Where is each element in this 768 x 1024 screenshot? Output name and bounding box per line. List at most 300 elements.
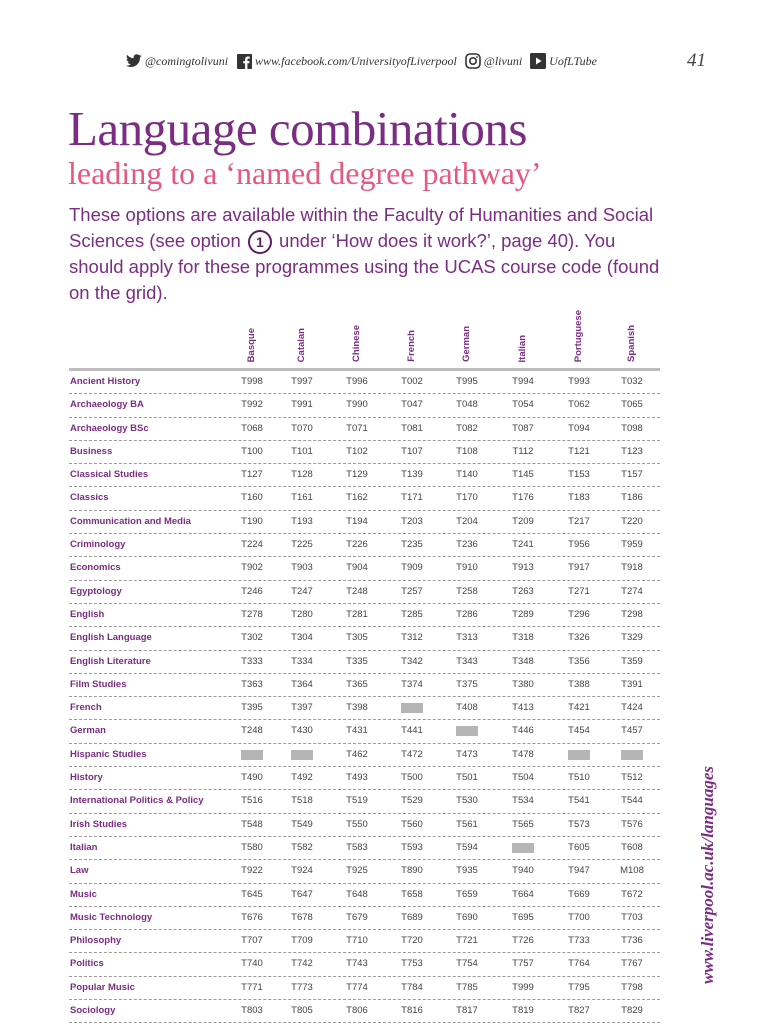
- course-code-cell: T186: [621, 492, 643, 504]
- course-code-cell: T356: [568, 655, 590, 667]
- course-code-cell: T395: [241, 702, 263, 714]
- subject-label: History: [70, 772, 103, 784]
- youtube-link[interactable]: [530, 53, 597, 69]
- course-code-cell: T997: [291, 376, 313, 387]
- course-code-cell: T913: [512, 562, 534, 574]
- subject-label: Hispanic Studies: [70, 748, 147, 760]
- course-code-cell: T112: [512, 445, 534, 457]
- subject-label: Classical Studies: [70, 469, 149, 481]
- course-code-cell: T335: [346, 655, 368, 667]
- course-code-cell: T947: [568, 865, 590, 877]
- subject-label: International Politics & Policy: [70, 795, 204, 807]
- course-code-cell: T806: [346, 1005, 368, 1017]
- table-row: [69, 511, 660, 534]
- course-code-cell: T107: [401, 445, 423, 457]
- course-code-cell: T678: [291, 911, 313, 923]
- course-code-cell: T032: [621, 376, 643, 387]
- course-code-cell: T121: [568, 445, 590, 457]
- unavailable-cell: [512, 843, 534, 853]
- course-code-cell: T364: [291, 678, 313, 690]
- course-code-cell: T707: [241, 935, 263, 947]
- table-row: [69, 581, 660, 604]
- course-code-cell: T720: [401, 935, 423, 947]
- course-code-cell: T658: [401, 888, 423, 900]
- course-code-cell: T305: [346, 632, 368, 644]
- course-code-cell: T329: [621, 632, 643, 644]
- course-code-cell: T709: [291, 935, 313, 947]
- course-code-cell: T421: [568, 702, 590, 714]
- course-code-cell: T190: [241, 515, 263, 527]
- course-code-cell: T819: [512, 1005, 534, 1017]
- course-code-cell: T431: [346, 725, 368, 737]
- course-code-cell: T374: [401, 678, 423, 690]
- course-code-cell: T047: [401, 399, 423, 411]
- course-code-cell: T224: [241, 539, 263, 551]
- course-code-cell: T342: [401, 655, 423, 667]
- subject-label: Business: [70, 445, 113, 457]
- page-title: Language combinations: [68, 101, 527, 156]
- course-code-cell: T721: [456, 935, 478, 947]
- course-code-cell: T594: [456, 841, 478, 853]
- subject-label: Irish Studies: [70, 818, 128, 830]
- column-header-basque: Basque: [246, 327, 257, 362]
- unavailable-cell: [456, 726, 478, 736]
- facebook-url: www.facebook.com/UniversityofLiverpool: [255, 53, 457, 68]
- option-number-badge: 1: [248, 230, 272, 254]
- course-code-cell: T996: [346, 376, 368, 387]
- twitter-icon: [126, 53, 142, 69]
- course-code-cell: T298: [621, 608, 643, 620]
- course-code-cell: T241: [512, 539, 534, 551]
- course-code-cell: T375: [456, 678, 478, 690]
- course-code-cell: T803: [241, 1005, 263, 1017]
- course-code-cell: T457: [621, 725, 643, 737]
- course-code-cell: T679: [346, 911, 368, 923]
- course-code-cell: T529: [401, 795, 423, 807]
- course-code-cell: T247: [291, 585, 313, 597]
- table-row: [69, 371, 660, 394]
- column-header-italian: Italian: [517, 334, 528, 362]
- course-code-cell: T925: [346, 865, 368, 877]
- course-code-cell: T082: [456, 422, 478, 434]
- course-code-cell: T203: [401, 515, 423, 527]
- course-code-cell: T171: [401, 492, 423, 504]
- course-code-cell: T817: [456, 1005, 478, 1017]
- course-code-cell: T101: [291, 445, 313, 457]
- course-code-cell: T726: [512, 935, 534, 947]
- course-code-cell: T274: [621, 585, 643, 597]
- course-code-cell: T280: [291, 608, 313, 620]
- course-code-cell: T002: [401, 376, 423, 387]
- table-row: [69, 767, 660, 790]
- intro-text-part2: under ‘How does it work?’, page 40). You should apply for these programmes using the UCAS course code (found on the grid).: [69, 230, 660, 304]
- course-code-cell: T176: [512, 492, 534, 504]
- course-code-cell: T940: [512, 865, 534, 877]
- course-code-cell: T902: [241, 562, 263, 574]
- course-code-cell: T816: [401, 1005, 423, 1017]
- course-code-cell: T226: [346, 539, 368, 551]
- subject-label: German: [70, 725, 106, 737]
- course-code-cell: T492: [291, 772, 313, 784]
- instagram-handle: @livuni: [483, 53, 523, 68]
- column-header-portuguese: Portuguese: [573, 309, 584, 362]
- table-row: [69, 418, 660, 441]
- course-code-cell: T363: [241, 678, 263, 690]
- table-row: [69, 441, 660, 464]
- course-code-cell: T140: [456, 469, 478, 481]
- course-code-cell: T757: [512, 958, 534, 970]
- course-code-cell: T904: [346, 562, 368, 574]
- course-code-cell: T764: [568, 958, 590, 970]
- course-code-cell: T994: [512, 376, 534, 387]
- course-code-cell: T995: [456, 376, 478, 387]
- twitter-link[interactable]: [126, 53, 228, 69]
- course-code-cell: T258: [456, 585, 478, 597]
- table-row: [69, 651, 660, 674]
- course-code-cell: T512: [621, 772, 643, 784]
- subject-label: English: [70, 608, 105, 620]
- course-code-cell: T582: [291, 841, 313, 853]
- course-code-cell: T550: [346, 818, 368, 830]
- table-row: [69, 697, 660, 720]
- unavailable-cell: [568, 750, 590, 760]
- course-code-cell: T359: [621, 655, 643, 667]
- course-code-cell: T909: [401, 562, 423, 574]
- course-code-cell: T605: [568, 841, 590, 853]
- course-code-cell: T100: [241, 445, 263, 457]
- course-code-cell: T183: [568, 492, 590, 504]
- course-code-cell: T123: [621, 445, 643, 457]
- course-code-cell: T754: [456, 958, 478, 970]
- unavailable-cell: [291, 750, 313, 760]
- course-code-cell: T544: [621, 795, 643, 807]
- course-code-cell: T473: [456, 748, 478, 760]
- course-code-cell: T710: [346, 935, 368, 947]
- course-code-cell: T246: [241, 585, 263, 597]
- course-code-cell: T065: [621, 399, 643, 411]
- course-code-cell: T648: [346, 888, 368, 900]
- course-code-cell: T561: [456, 818, 478, 830]
- table-row: [69, 744, 660, 767]
- course-code-cell: T784: [401, 981, 423, 993]
- course-code-cell: T608: [621, 841, 643, 853]
- course-code-cell: T248: [241, 725, 263, 737]
- course-code-cell: T289: [512, 608, 534, 620]
- course-code-cell: T910: [456, 562, 478, 574]
- course-code-cell: T462: [346, 748, 368, 760]
- youtube-icon: [530, 53, 546, 69]
- subject-label: Archaeology BSc: [70, 422, 149, 434]
- course-code-cell: T669: [568, 888, 590, 900]
- table-row: [69, 487, 660, 510]
- course-code-cell: T664: [512, 888, 534, 900]
- table-row: [69, 860, 660, 883]
- table-row: [69, 837, 660, 860]
- course-code-cell: T365: [346, 678, 368, 690]
- side-url-text: www.liverpool.ac.uk/languages: [698, 766, 717, 985]
- subject-label: Music Technology: [70, 911, 153, 923]
- course-code-cell: T922: [241, 865, 263, 877]
- course-code-cell: T672: [621, 888, 643, 900]
- subject-label: Film Studies: [70, 678, 127, 690]
- table-row: [69, 930, 660, 953]
- course-code-cell: T742: [291, 958, 313, 970]
- course-code-cell: T827: [568, 1005, 590, 1017]
- course-code-cell: T348: [512, 655, 534, 667]
- unavailable-cell: [401, 703, 423, 713]
- course-code-cell: T070: [291, 422, 313, 434]
- course-code-cell: T534: [512, 795, 534, 807]
- course-code-cell: T263: [512, 585, 534, 597]
- course-code-cell: T204: [456, 515, 478, 527]
- page-number: 41: [687, 50, 706, 71]
- course-code-cell: T127: [241, 469, 263, 481]
- course-code-cell: T580: [241, 841, 263, 853]
- course-code-cell: T062: [568, 399, 590, 411]
- course-code-cell: T703: [621, 911, 643, 923]
- course-code-cell: T516: [241, 795, 263, 807]
- course-code-cell: T286: [456, 608, 478, 620]
- table-row: [69, 674, 660, 697]
- course-code-cell: T326: [568, 632, 590, 644]
- table-row: [69, 394, 660, 417]
- course-code-cell: T380: [512, 678, 534, 690]
- course-code-cell: T071: [346, 422, 368, 434]
- course-code-cell: T990: [346, 399, 368, 411]
- course-code-cell: T128: [291, 469, 313, 481]
- course-code-cell: T334: [291, 655, 313, 667]
- course-code-cell: T194: [346, 515, 368, 527]
- course-code-cell: T087: [512, 422, 534, 434]
- course-code-cell: T312: [401, 632, 423, 644]
- course-code-cell: T548: [241, 818, 263, 830]
- unavailable-cell: [241, 750, 263, 760]
- column-header-french: French: [406, 330, 417, 362]
- social-links-bar: [126, 50, 706, 72]
- subject-label: Popular Music: [70, 981, 135, 993]
- course-code-cell: T519: [346, 795, 368, 807]
- course-code-cell: T472: [401, 748, 423, 760]
- course-code-cell: T541: [568, 795, 590, 807]
- course-code-cell: T388: [568, 678, 590, 690]
- course-code-cell: T959: [621, 539, 643, 551]
- course-code-cell: T478: [512, 748, 534, 760]
- table-row: [69, 814, 660, 837]
- course-code-cell: T129: [346, 469, 368, 481]
- course-code-cell: T441: [401, 725, 423, 737]
- course-code-cell: T296: [568, 608, 590, 620]
- course-code-cell: T917: [568, 562, 590, 574]
- table-row: [69, 790, 660, 813]
- course-code-cell: T413: [512, 702, 534, 714]
- course-code-cell: T225: [291, 539, 313, 551]
- course-code-cell: T924: [291, 865, 313, 877]
- course-code-cell: T343: [456, 655, 478, 667]
- course-code-cell: T647: [291, 888, 313, 900]
- subject-label: Communication and Media: [70, 515, 191, 527]
- course-code-cell: T217: [568, 515, 590, 527]
- course-code-cell: T993: [568, 376, 590, 387]
- course-code-grid: [69, 371, 660, 1023]
- course-code-cell: T161: [291, 492, 313, 504]
- course-code-cell: T743: [346, 958, 368, 970]
- course-code-cell: T281: [346, 608, 368, 620]
- course-code-cell: M108: [620, 865, 644, 877]
- course-code-cell: T593: [401, 841, 423, 853]
- instagram-icon: [465, 53, 481, 69]
- subject-label: Archaeology BA: [70, 399, 144, 411]
- course-code-cell: T153: [568, 469, 590, 481]
- course-code-cell: T333: [241, 655, 263, 667]
- course-code-cell: T235: [401, 539, 423, 551]
- course-code-cell: T081: [401, 422, 423, 434]
- course-code-cell: T753: [401, 958, 423, 970]
- course-code-cell: T098: [621, 422, 643, 434]
- course-code-cell: T659: [456, 888, 478, 900]
- course-code-cell: T992: [241, 399, 263, 411]
- course-code-cell: T454: [568, 725, 590, 737]
- facebook-link[interactable]: [236, 53, 457, 69]
- course-code-cell: T391: [621, 678, 643, 690]
- course-code-cell: T785: [456, 981, 478, 993]
- course-code-cell: T518: [291, 795, 313, 807]
- course-code-cell: T956: [568, 539, 590, 551]
- course-code-cell: T501: [456, 772, 478, 784]
- course-code-cell: T676: [241, 911, 263, 923]
- course-code-cell: T397: [291, 702, 313, 714]
- course-code-cell: T690: [456, 911, 478, 923]
- course-code-cell: T565: [512, 818, 534, 830]
- course-code-cell: T645: [241, 888, 263, 900]
- course-code-cell: T549: [291, 818, 313, 830]
- course-code-cell: T094: [568, 422, 590, 434]
- subject-label: Ancient History: [70, 376, 141, 387]
- subject-label: Italian: [70, 841, 98, 853]
- course-code-cell: T313: [456, 632, 478, 644]
- course-code-cell: T998: [241, 376, 263, 387]
- table-row: [69, 464, 660, 487]
- subject-label: French: [70, 702, 102, 714]
- course-code-cell: T446: [512, 725, 534, 737]
- course-code-cell: T510: [568, 772, 590, 784]
- table-row: [69, 953, 660, 976]
- course-code-cell: T999: [512, 981, 534, 993]
- course-code-cell: T767: [621, 958, 643, 970]
- column-header-chinese: Chinese: [351, 325, 362, 362]
- course-code-cell: T500: [401, 772, 423, 784]
- course-code-cell: T504: [512, 772, 534, 784]
- course-code-cell: T408: [456, 702, 478, 714]
- course-code-cell: T048: [456, 399, 478, 411]
- course-code-cell: T493: [346, 772, 368, 784]
- subject-label: Economics: [70, 562, 121, 574]
- course-code-cell: T430: [291, 725, 313, 737]
- course-code-cell: T576: [621, 818, 643, 830]
- course-code-cell: T145: [512, 469, 534, 481]
- course-code-cell: T304: [291, 632, 313, 644]
- subject-label: Law: [70, 865, 89, 877]
- course-code-cell: T162: [346, 492, 368, 504]
- table-row: [69, 907, 660, 930]
- table-row: [69, 720, 660, 743]
- course-code-cell: T248: [346, 585, 368, 597]
- subject-label: Egyptology: [70, 585, 122, 597]
- column-header-spanish: Spanish: [626, 325, 637, 362]
- course-code-cell: T160: [241, 492, 263, 504]
- language-column-headers: [69, 300, 660, 366]
- course-code-cell: T798: [621, 981, 643, 993]
- intro-text-part1: These options are available within the Faculty of Humanities and Social Sciences (see option: [69, 204, 654, 251]
- twitter-handle: @comingtolivuni: [145, 53, 229, 68]
- table-row: [69, 604, 660, 627]
- course-code-cell: T805: [291, 1005, 313, 1017]
- course-code-cell: T573: [568, 818, 590, 830]
- course-code-cell: T903: [291, 562, 313, 574]
- course-code-cell: T583: [346, 841, 368, 853]
- course-code-cell: T257: [401, 585, 423, 597]
- course-code-cell: T170: [456, 492, 478, 504]
- course-code-cell: T689: [401, 911, 423, 923]
- subject-label: Sociology: [70, 1005, 116, 1017]
- course-code-cell: T918: [621, 562, 643, 574]
- course-code-cell: T318: [512, 632, 534, 644]
- subject-label: English Language: [70, 632, 152, 644]
- page-subtitle: leading to a ‘named degree pathway’: [68, 155, 542, 191]
- subject-label: Classics: [70, 492, 109, 504]
- table-row: [69, 557, 660, 580]
- course-code-cell: T209: [512, 515, 534, 527]
- column-header-german: German: [461, 326, 472, 362]
- course-code-cell: T829: [621, 1005, 643, 1017]
- course-code-cell: T302: [241, 632, 263, 644]
- course-code-cell: T068: [241, 422, 263, 434]
- course-code-cell: T771: [241, 981, 263, 993]
- course-code-cell: T157: [621, 469, 643, 481]
- course-code-cell: T278: [241, 608, 263, 620]
- course-code-cell: T285: [401, 608, 423, 620]
- course-code-cell: T102: [346, 445, 368, 457]
- course-code-cell: T424: [621, 702, 643, 714]
- course-code-cell: T700: [568, 911, 590, 923]
- table-row: [69, 977, 660, 1000]
- course-code-cell: T530: [456, 795, 478, 807]
- course-code-cell: T193: [291, 515, 313, 527]
- intro-paragraph: [69, 202, 669, 306]
- course-code-cell: T774: [346, 981, 368, 993]
- subject-label: Philosophy: [70, 935, 122, 947]
- column-header-catalan: Catalan: [296, 327, 307, 362]
- course-code-cell: T271: [568, 585, 590, 597]
- table-row: [69, 1000, 660, 1023]
- subject-label: Politics: [70, 958, 104, 970]
- subject-label: English Literature: [70, 655, 151, 667]
- side-url-banner[interactable]: [690, 766, 718, 1024]
- instagram-link[interactable]: [465, 53, 522, 69]
- course-code-cell: T054: [512, 399, 534, 411]
- course-code-cell: T220: [621, 515, 643, 527]
- unavailable-cell: [621, 750, 643, 760]
- course-code-cell: T773: [291, 981, 313, 993]
- subject-label: Music: [70, 888, 97, 900]
- course-code-cell: T139: [401, 469, 423, 481]
- table-row: [69, 627, 660, 650]
- subject-label: Criminology: [70, 539, 126, 551]
- course-code-cell: T795: [568, 981, 590, 993]
- course-code-cell: T490: [241, 772, 263, 784]
- course-code-cell: T740: [241, 958, 263, 970]
- course-code-cell: T560: [401, 818, 423, 830]
- course-code-cell: T236: [456, 539, 478, 551]
